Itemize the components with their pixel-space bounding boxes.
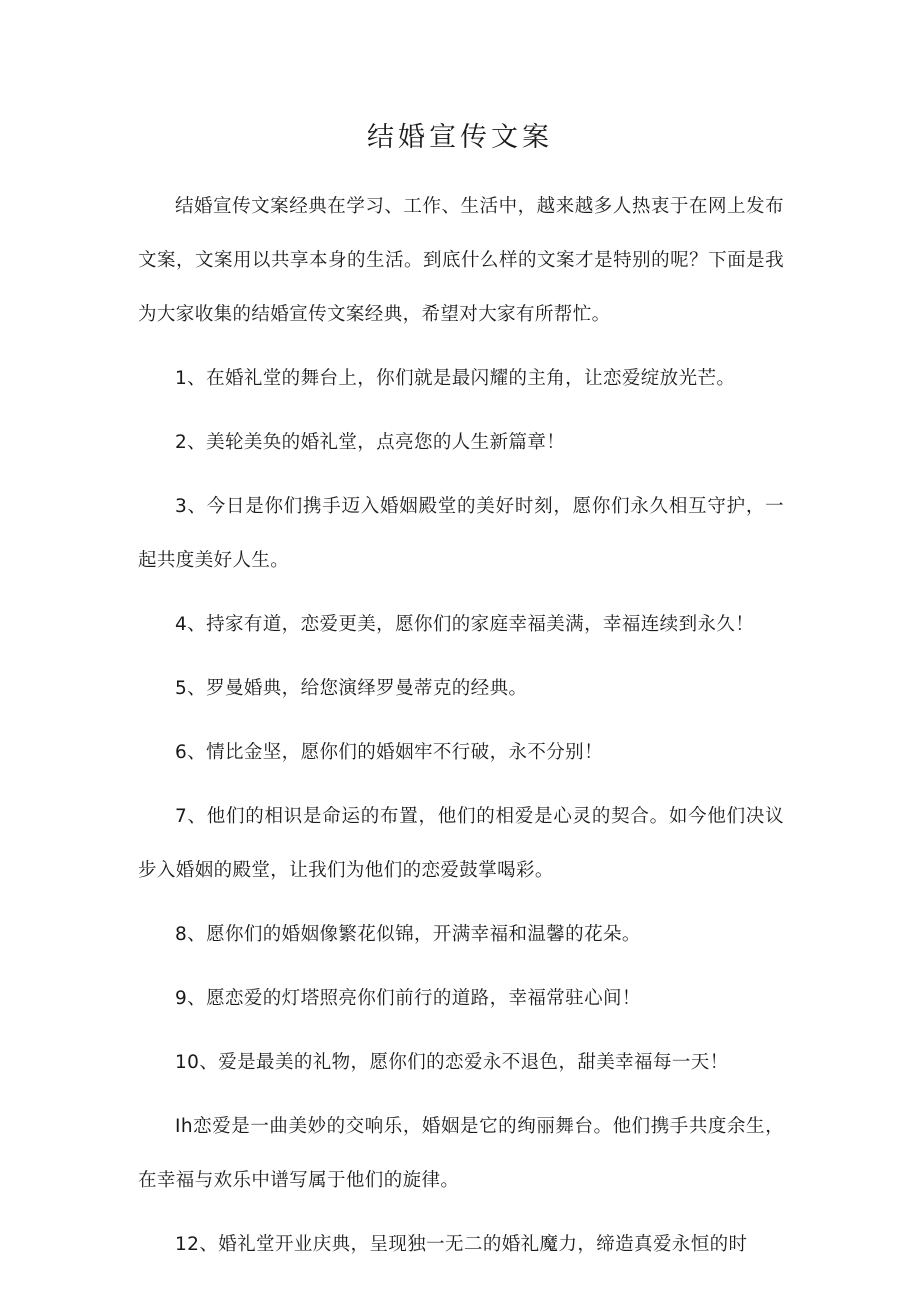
document-body [138, 180, 784, 1272]
list-item: 10、爱是最美的礼物，愿你们的恋爱永不退色，甜美幸福每一天！ [175, 1052, 729, 1073]
list-item: 5、罗曼婚典，给您演绎罗曼蒂克的经典。 [175, 678, 528, 699]
list-item: 8、愿你们的婚姻像繁花似锦，开满幸福和温馨的花朵。 [175, 924, 641, 945]
list-item: 4、持家有道，恋爱更美，愿你们的家庭幸福美满，幸福连续到永久！ [175, 614, 755, 635]
list-item: 9、愿恋爱的灯塔照亮你们前行的道路，幸福常驻心间！ [175, 988, 641, 1009]
list-item: 12、婚礼堂开业庆典，呈现独一无二的婚礼魔力，缔造真爱永恒的时 [175, 1234, 748, 1255]
list-item: 7、他们的相识是命运的布置，他们的相爱是心灵的契合。如今他们决议步入婚姻的殿堂，让我们为他们的恋爱鼓掌喝彩。 [138, 806, 784, 881]
list-item: Ih恋爱是一曲美妙的交响乐，婚姻是它的绚丽舞台。他们携手共度余生，在幸福与欢乐中谱写属于他们的旋律。 [138, 1116, 784, 1191]
list-item: 3、今日是你们携手迈入婚姻殿堂的美好时刻，愿你们永久相互守护，一起共度美好人生。 [138, 496, 784, 571]
list-item: 6、情比金坚，愿你们的婚姻牢不行破，永不分别！ [175, 742, 603, 763]
document-title: 结婚宣传文案 [367, 122, 553, 153]
list-item: 1、在婚礼堂的舞台上，你们就是最闪耀的主角，让恋爱绽放光芒。 [175, 368, 736, 389]
list-item: 2、美轮美奂的婚礼堂，点亮您的人生新篇章！ [175, 432, 566, 453]
intro-paragraph: 结婚宣传文案经典在学习、工作、生活中，越来越多人热衷于在网上发布文案，文案用以共享本身的生活。到底什么样的文案才是特别的呢？下面是我为大家收集的结婚宣传文案经典，希望对大家有所帮忙。 [138, 196, 784, 325]
